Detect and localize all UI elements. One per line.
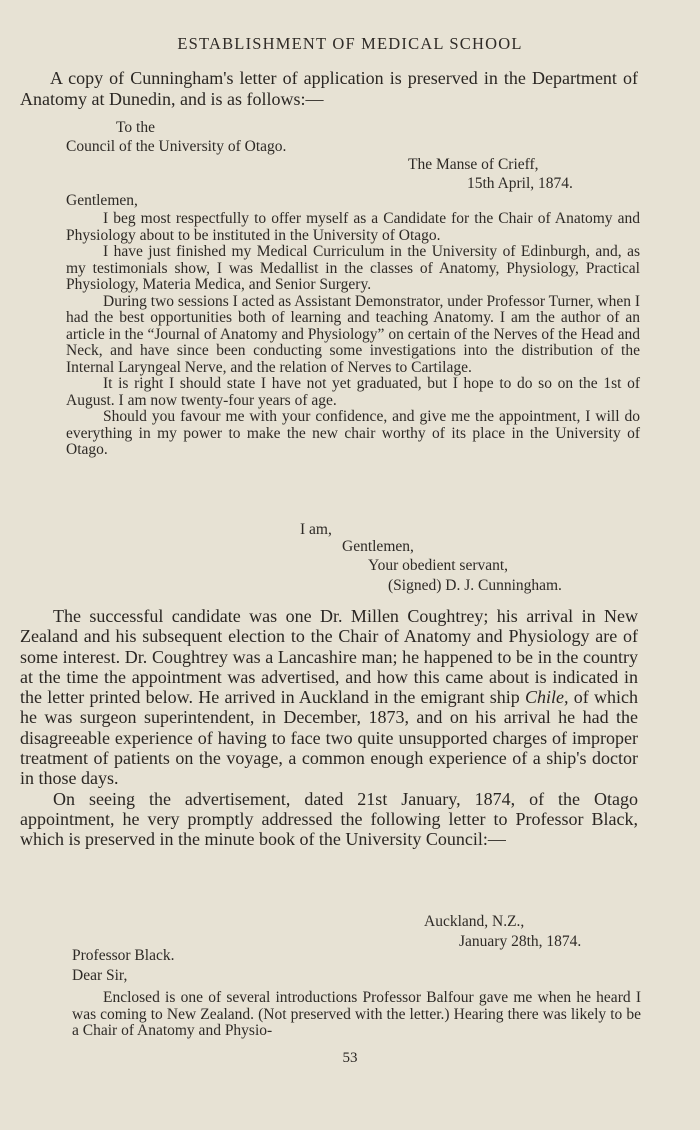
letter-date: 15th April, 1874. — [467, 175, 573, 192]
letter2-body — [72, 990, 641, 1040]
letter-paragraph: I have just finished my Medical Curriculum in the University of Edinburgh, and, as my testimonials show, I was Medallist in the classes of Anatomy, Physiology, Practical Physiology, Materia Medica, and Senior Surgery. — [66, 243, 640, 293]
letter-close: Your obedient servant, — [368, 557, 509, 574]
letter-close: Gentlemen, — [342, 538, 414, 555]
letter-close: I am, — [300, 521, 332, 538]
body-text-run: The successful candidate was one Dr. Millen Coughtrey; his arrival in New Zealand and his subsequent election to the Chair of Anatomy and Physiology are of some interest. Dr. Coughtrey was a Lancashire man; he happened to be in the country at the time the appointment was advertised, and how this came about is indicated in the letter printed below. He arrived in Auckland in the emigrant ship — [20, 606, 638, 708]
running-header: ESTABLISHMENT OF MEDICAL SCHOOL — [177, 34, 523, 53]
letter-to-line: To the — [116, 119, 155, 136]
letter-council-line: Council of the University of Otago. — [66, 138, 287, 155]
intro-paragraph: A copy of Cunningham's letter of application is preserved in the Department of Anatomy at Dunedin, and is as follows:— — [20, 68, 638, 109]
letter2-addressee: Professor Black. — [72, 947, 175, 964]
body-text — [20, 606, 638, 850]
letter2-paragraph: Enclosed is one of several introductions Professor Balfour gave me when he heard I was coming to New Zealand. (Not preserved with the letter.) Hearing there was likely to be a Chair of Anatomy and Physio- — [72, 989, 641, 1039]
body-paragraph: On seeing the advertisement, dated 21st January, 1874, of the Otago appointment, he very promptly addressed the following letter to Professor Black, which is preserved in the minute book of the University Council:— — [20, 788, 638, 850]
letter-body — [66, 211, 640, 459]
letter-paragraph: It is right I should state I have not yet graduated, but I hope to do so on the 1st of August. I am now twenty-four years of age. — [66, 375, 640, 409]
body-paragraph — [20, 606, 638, 789]
letter-paragraph: I beg most respectfully to offer myself as a Candidate for the Chair of Anatomy and Physiology about to be instituted in the University of Otago. — [66, 210, 640, 244]
body-text-run: of which he was surgeon superintendent, in December, 1873, and on his arrival he had the disagreeable experience of having to face two quite unsupported charges of improper treatment of patients on the voyage, a common enough experience of a ship's doctor in those days. — [20, 687, 639, 789]
letter2-salutation: Dear Sir, — [72, 967, 128, 984]
letter-salutation: Gentlemen, — [66, 192, 138, 209]
letter2-place: Auckland, N.Z., — [424, 913, 525, 930]
letter-paragraph: Should you favour me with your confidence, and give me the appointment, I will do everything in my power to make the new chair worthy of its place in the University of Otago. — [66, 408, 640, 458]
page-number: 53 — [342, 1050, 358, 1066]
letter-paragraph: During two sessions I acted as Assistant Demonstrator, under Professor Turner, when I had the best opportunities both of learning and teaching Anatomy. I am the author of an article in the “Journal of Anatomy and Physiology” on certain of the Nerves of the Head and Neck, and have since been conducting some investigations into the distribution of the Internal Laryngeal Nerve, and the relation of Nerves to Cartilage. — [66, 292, 640, 376]
ship-name: Chile, — [525, 687, 569, 708]
letter-address: The Manse of Crieff, — [408, 156, 539, 173]
letter-signature: (Signed) D. J. Cunningham. — [388, 577, 562, 594]
letter2-date: January 28th, 1874. — [459, 933, 582, 950]
